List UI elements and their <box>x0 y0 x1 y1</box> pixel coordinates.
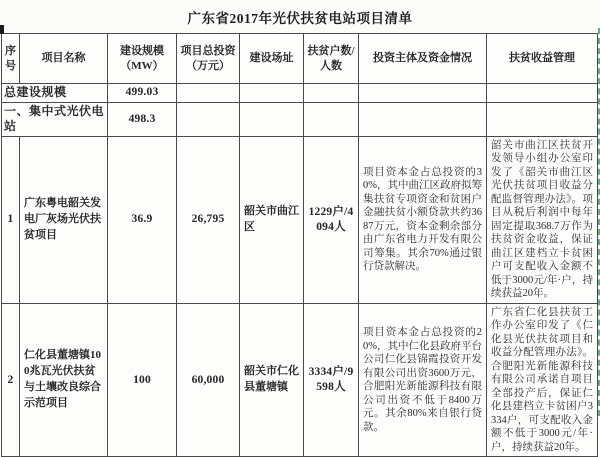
column-header-serial: 序号 <box>2 34 20 84</box>
cell-site: 韶关市曲江区 <box>240 136 304 303</box>
empty-cell <box>487 84 598 103</box>
empty-cell <box>177 84 240 103</box>
empty-cell <box>359 102 487 136</box>
cell-capacity: 36.9 <box>108 136 177 303</box>
empty-cell <box>304 84 359 103</box>
header-row <box>2 34 598 84</box>
empty-cell <box>304 102 359 136</box>
column-header-funding: 投资主体及资金情况 <box>359 34 487 84</box>
empty-cell <box>487 102 598 136</box>
project-row <box>2 303 598 457</box>
cell-project-name: 仁化县董塘镇100兆瓦光伏扶贫与土壤改良综合示范项目 <box>20 303 108 457</box>
page-title: 广东省2017年光伏扶贫电站项目清单 <box>187 11 413 26</box>
pv-project-table <box>1 33 598 457</box>
summary-total-label: 总建设规模 <box>2 84 108 103</box>
summary-row-total <box>2 84 598 103</box>
cell-households: 3334户/9598人 <box>304 303 359 457</box>
column-header-site: 建设场址 <box>240 34 304 84</box>
summary-total-capacity: 499.03 <box>108 84 177 103</box>
cell-investment: 26,795 <box>177 136 240 303</box>
column-header-project-name: 项目名称 <box>20 34 108 84</box>
cell-investment: 60,000 <box>177 303 240 457</box>
project-row <box>2 136 598 303</box>
cell-funding: 项目资本金占总投资的30%，其中曲江区政府拟筹集扶贫专项资金和贫困户金融扶贫小额贷款共约3687万元，资本金剩余部分由广东省电力开发有限公司筹集。其余70%通过银行贷款解决。 <box>359 136 487 303</box>
cell-benefit: 广东省仁化县扶贫工作办公室印发了《仁化县光伏扶贫项目和收益分配管理办法》。合肥阳光新能源科技有限公司承诺自项目全部投产后，保证仁化县建档立卡贫困户3334户，可支配收入金额不低于3000元/年·户，持续获益20年。 <box>487 303 598 457</box>
summary-centralized-capacity: 498.3 <box>108 102 177 136</box>
cell-capacity: 100 <box>108 303 177 457</box>
cell-serial: 1 <box>2 136 20 303</box>
column-header-investment: 项目总投资（万元） <box>177 34 240 84</box>
cell-funding: 项目资本金占总投资的20%，其中仁化县政府平台公司仁化县锦霞投资开发有限公司出资3600万元，合肥阳光新能源科技有限公司出资不低于8400万元。其余80%来自银行贷款。 <box>359 303 487 457</box>
empty-cell <box>359 84 487 103</box>
scan-artifact-mark <box>0 25 4 34</box>
summary-row-centralized-pv <box>2 102 598 136</box>
column-header-households: 扶贫户数/人数 <box>304 34 359 84</box>
summary-centralized-label: 一、集中式光伏电站 <box>2 102 108 136</box>
column-header-benefit: 扶贫收益管理 <box>487 34 598 84</box>
empty-cell <box>177 102 240 136</box>
cell-project-name: 广东粤电韶关发电厂灰场光伏扶贫项目 <box>20 136 108 303</box>
cell-site: 韶关市仁化县董塘镇 <box>240 303 304 457</box>
cell-benefit: 韶关市曲江区扶贫开发领导小组办公室印发了《韶关市曲江区光伏扶贫项目收益分配监督管理办法》。项目从税后利润中每年固定提取368.7万作为扶贫资金收益，保证曲江区建档立卡贫困户可支配收入金额不低于3000元/年·户，持续获益20年。 <box>487 136 598 303</box>
column-header-capacity: 建设规模（MW） <box>108 34 177 84</box>
empty-cell <box>240 84 304 103</box>
empty-cell <box>240 102 304 136</box>
cell-serial: 2 <box>2 303 20 457</box>
cell-households: 1229户/4094人 <box>304 136 359 303</box>
